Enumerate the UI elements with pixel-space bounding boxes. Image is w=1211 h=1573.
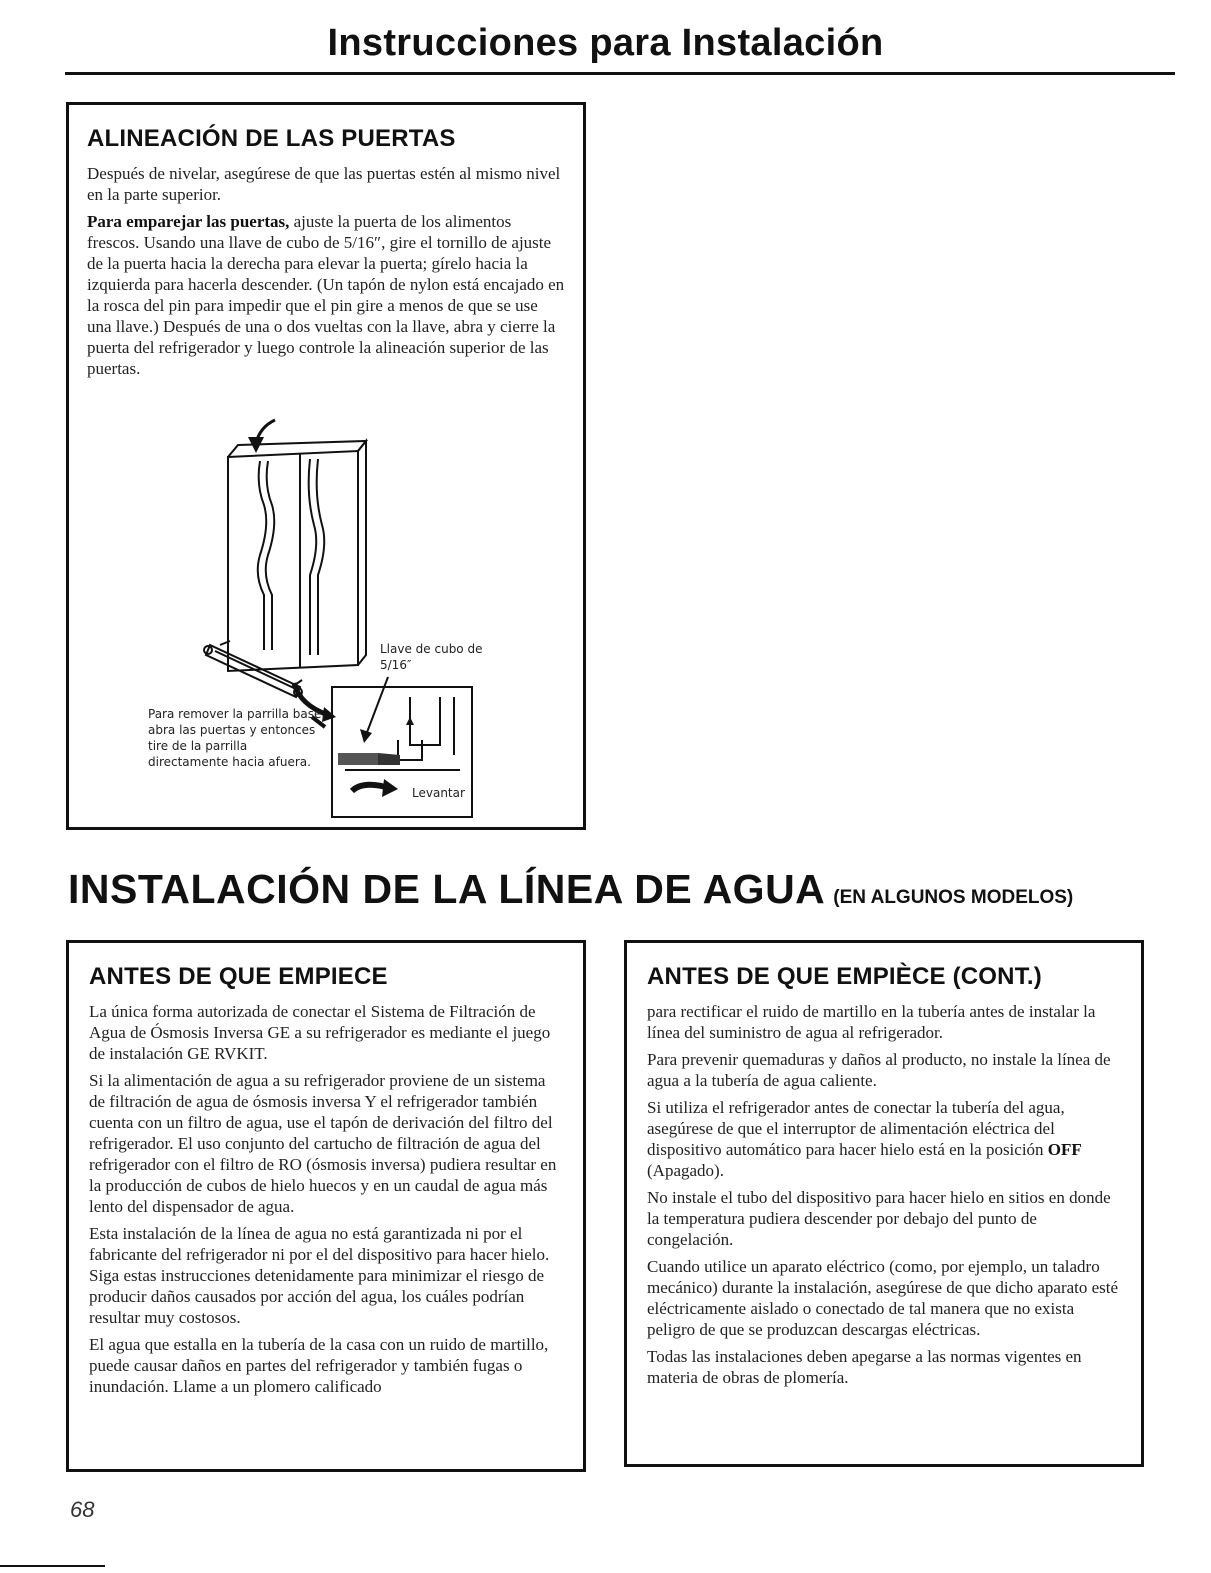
wrench-label-line-2: 5/16″ <box>380 658 412 672</box>
door-alignment-paragraph-2-body: ajuste la puerta de los alimentos frescos. Usando una llave de cubo de 5/16″, gire el tornillo de ajuste de la puerta hacia la derecha para elevar la puerta; gírelo hacia la izquierda para hacerla descender. (Un tapón de nylon está encajado en la rosca del pin para impedir que el pin gire a menos de que se use una llave.) Después de una o dos vueltas con la llave, abra y cierre la puerta del refrigerador y luego controle la alineación superior de las puertas. <box>87 212 565 378</box>
door-alignment-paragraph-1: Después de nivelar, asegúrese de que las puertas estén al mismo nivel en la parte superior. <box>87 164 561 204</box>
wrench-label-line-1: Llave de cubo de <box>380 642 483 656</box>
before-cont-paragraph-4: No instale el tubo del dispositivo para hacer hielo en sitios en donde la temperatura pudiera descender por debajo del punto de congelación. <box>647 1188 1111 1249</box>
before-cont-paragraph-3-end: (Apagado). <box>647 1161 724 1180</box>
door-alignment-paragraph-2 <box>87 211 565 379</box>
before-cont-paragraph-3 <box>647 1097 1121 1181</box>
water-line-subheading: (EN ALGUNOS MODELOS) <box>833 887 1074 908</box>
off-position-label: OFF <box>1047 1140 1082 1159</box>
before-paragraph-3: Esta instalación de la línea de agua no está garantizada ni por el fabricante del refrigerador ni por el del dispositivo para hacer hielo. Siga estas instrucciones detenidamente para minimizar el riesgo de producir daños causados por acción del agua, los cuáles podrían resultar muy costosos. <box>89 1224 550 1327</box>
page-title: Instrucciones para Instalación <box>327 22 884 64</box>
raise-arrow-icon <box>352 779 398 797</box>
water-line-heading: INSTALACIÓN DE LA LÍNEA DE AGUA <box>68 866 826 912</box>
grille-label-line-1: Para remover la parrilla base, <box>148 707 326 721</box>
before-cont-paragraph-6: Todas las instalaciones deben apegarse a las normas vigentes en materia de obras de plomería. <box>647 1347 1082 1387</box>
wrench-icon <box>338 753 400 765</box>
before-paragraph-1: La única forma autorizada de conectar el Sistema de Filtración de Agua de Ósmosis Inversa GE a su refrigerador es mediante el juego de instalación GE RVKIT. <box>89 1002 551 1063</box>
raise-label: Levantar <box>412 786 465 800</box>
before-cont-paragraph-5: Cuando utilice un aparato eléctrico (como, por ejemplo, un taladro mecánico) durante la instalación, asegúrese de que dicho aparato esté eléctricamente aislado o conectado de tal manera que no exista peligro de que se produzcan descargas eléctricas. <box>647 1257 1119 1339</box>
before-cont-paragraph-2: Para prevenir quemaduras y daños al producto, no instale la línea de agua a la tubería de agua caliente. <box>647 1050 1111 1090</box>
door-alignment-heading: ALINEACIÓN DE LAS PUERTAS <box>87 125 456 152</box>
refrigerator-door-illustration <box>70 415 570 825</box>
page-number: 68 <box>70 1497 95 1522</box>
door-alignment-paragraph-2-lead: Para emparejar las puertas, <box>87 212 290 231</box>
title-divider <box>65 72 1175 75</box>
before-you-begin-section <box>66 940 586 1472</box>
base-grille-icon <box>204 645 302 697</box>
water-line-section-heading <box>68 866 1073 913</box>
refrigerator-icon <box>228 441 366 671</box>
before-paragraph-2: Si la alimentación de agua a su refrigerador proviene de un sistema de filtración de agua de ósmosis inversa Y el refrigerador también cuenta con un filtro de agua, use el tapón de derivación del filtro del refrigerador. El uso conjunto del cartucho de filtración de agua del refrigerador con el filtro de RO (ósmosis inversa) pudiera resultar en la producción de cubos de hielo huecos y en un caudal de agua más lento del dispensador de agua. <box>89 1071 557 1216</box>
grille-label-line-3: tire de la parrilla <box>148 739 248 753</box>
before-you-begin-cont-heading: ANTES DE QUE EMPIÈCE (CONT.) <box>647 963 1042 990</box>
before-you-begin-heading: ANTES DE QUE EMPIECE <box>89 963 388 990</box>
footer-divider <box>0 1565 105 1567</box>
before-you-begin-cont-section <box>624 940 1144 1467</box>
before-cont-paragraph-1: para rectificar el ruido de martillo en la tubería antes de instalar la línea del suministro de agua al refrigerador. <box>647 1002 1096 1042</box>
before-cont-paragraph-3-start: Si utiliza el refrigerador antes de conectar la tubería del agua, asegúrese de que el interruptor de alimentación eléctrica del dispositivo automático para hacer hielo está en la posición <box>647 1098 1065 1159</box>
grille-label-line-4: directamente hacia afuera. <box>148 755 311 769</box>
before-paragraph-4: El agua que estalla en la tubería de la casa con un ruido de martillo, puede causar daños en partes del refrigerador y también fugas o inundación. Llame a un plomero calificado <box>89 1335 549 1396</box>
grille-label-line-2: abra las puertas y entonces <box>148 723 316 737</box>
